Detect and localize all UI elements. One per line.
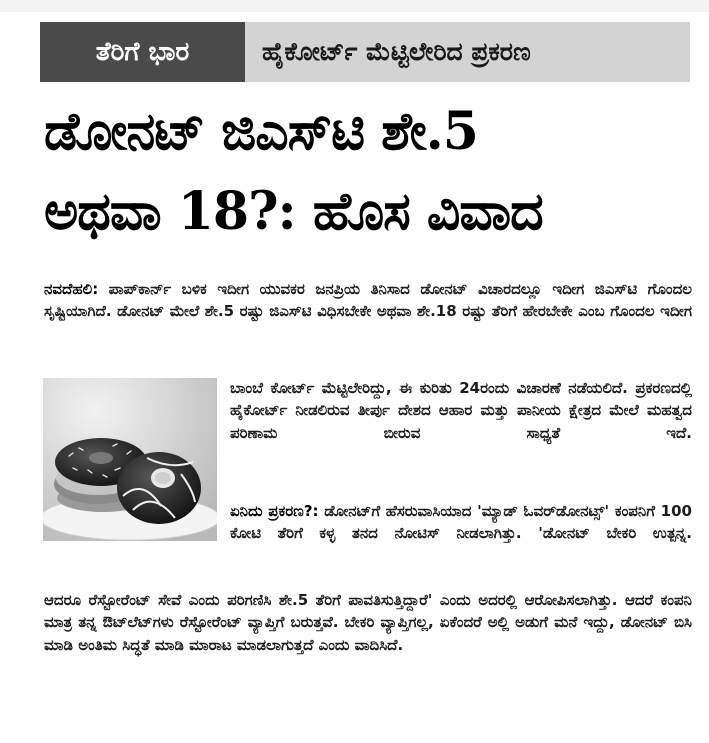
text-line: ನೀಡಲಿರುವ ತೀರ್ಪು ದೇಶದ ಆಹಾರ ಮತ್ತು ಪಾನೀಯ xyxy=(295,401,561,420)
text-line: ಜಿಎಸ್‌ಟಿ ವಿಧಿಸಬೇಕೇ ಅಥವಾ ಶೇ.18 ರಷ್ಟು ತೆರಿಗೆ ಹೇರಬೇಕೇ ಎಂಬ ಗೊಂದಲ ಇದೀಗ xyxy=(269,302,692,321)
donut-illustration xyxy=(43,378,217,541)
text-line: ವಿಚಾರಣೆ ನಡೆಯಲಿದೆ. ಪ್ರಕರಣದಲ್ಲಿ ಹೈಕೋರ್ಟ್ xyxy=(230,379,692,420)
text-line: ಪಾಪ್‌ಕಾರ್ನ್ ಬಳಿಕ ಇದೀಗ ಯುವಕರ ಜನಪ್ರಿಯ ತಿನಿಸಾದ ಡೋನಟ್ xyxy=(108,280,468,298)
text-line: ಬಿಸಿ ಮಾಡಿ ಅಂತಿಮ ಸಿದ್ಧತೆ ಮಾಡಿ ಮಾರಾಟ ಮಾಡಲಾಗುತ್ತದೆ ಎಂದು ವಾದಿಸಿದೆ. xyxy=(44,613,693,654)
paragraph-intro xyxy=(44,278,692,323)
text-line: ಡೋನಟ್‌ಗೆ ಹೆಸರುವಾಸಿಯಾದ xyxy=(324,502,472,520)
text-line: ಕ್ಷೇತ್ರದ ಮೇಲೆ ಮಹತ್ವದ ಪರಿಣಾಮ ಬೀರುವ ಸಾಧ್ಯತೆ ಇದೆ. xyxy=(230,401,692,442)
headline-line-2: ಅಥವಾ 18?: ಹೊಸ ವಿವಾದ xyxy=(44,181,543,242)
donut-photo xyxy=(43,378,217,541)
paragraph-argument xyxy=(44,589,692,656)
text-line: ವಿಚಾರದಲ್ಲೂ ಇದೀಗ ಜಿಎಸ್‌ಟಿ ಗೊಂದಲ ಸೃಷ್ಟಿಯಾಗಿದೆ. ಡೋನಟ್ ಮೇಲೆ ಶೇ.5 ರಷ್ಟು xyxy=(44,280,692,321)
text-line: 'ಮ್ಯಾಡ್ ಓವರ್‌ಡೋನಟ್ಸ್' ಕಂಪನಿಗೆ 100 ಕೋಟಿ ತೆರಿಗೆ ಕಳ್ಳ xyxy=(230,502,692,543)
top-edge xyxy=(0,0,709,12)
kicker-line: ಹೈಕೋರ್ಟ್ ಮೆಟ್ಟಿಲೇರಿದ ಪ್ರಕರಣ xyxy=(262,37,531,66)
paragraph-case xyxy=(230,500,692,545)
section-tag: ತೆರಿಗೆ ಭಾರ xyxy=(40,22,245,82)
text-line: ಬಾಂಬೆ ಕೋರ್ಟ್ ಮೆಟ್ಟಿಲೇರಿದ್ದು, ಈ ಕುರಿತು 24ರಂದು xyxy=(230,379,510,397)
text-line: ಅದರಲ್ಲಿ ಆರೋಪಿಸಲಾಗಿತ್ತು. ಆದರೆ ಕಂಪನಿ ಮಾತ್ರ ತನ್ನ ಔಟ್‌ಲೆಟ್‌ಗಳು ರೆಸ್ಟೋರೆಂಟ್ xyxy=(44,591,692,632)
paragraph-court xyxy=(230,377,692,444)
text-line: ಆದರೂ ರೆಸ್ಟೋರೆಂಟ್ ಸೇವೆ ಎಂದು ಪರಿಗಣಿಸಿ ಶೇ.5 ತೆರಿಗೆ ಪಾವತಿಸುತ್ತಿದ್ದಾರೆ' ಎಂದು xyxy=(44,591,471,609)
text-line: ವ್ಯಾಪ್ತಿಗೆ ಬರುತ್ತವೆ. ಬೇಕರಿ ವ್ಯಾಪ್ತಿಗಲ್ಲ, ಏಕೆಂದರೆ ಅಲ್ಲಿ ಅಡುಗೆ ಮನೆ ಇದ್ದು, ಡೋನಟ್ xyxy=(247,613,668,632)
headline-line-1: ಡೋನಟ್ ಜಿಎಸ್‌ಟಿ ಶೇ.5 xyxy=(44,101,478,162)
section-banner xyxy=(40,22,690,82)
subhead: ಏನಿದು ಪ್ರಕರಣ?: xyxy=(230,502,319,520)
text-line: ತನದ ನೋಟಿಸ್ ನೀಡಲಾಗಿತ್ತು. 'ಡೋನಟ್ ಬೇಕರಿ ಉತ್ಪನ್ನ. xyxy=(351,524,692,543)
dateline: ನವದೆಹಲಿ: xyxy=(44,280,99,298)
